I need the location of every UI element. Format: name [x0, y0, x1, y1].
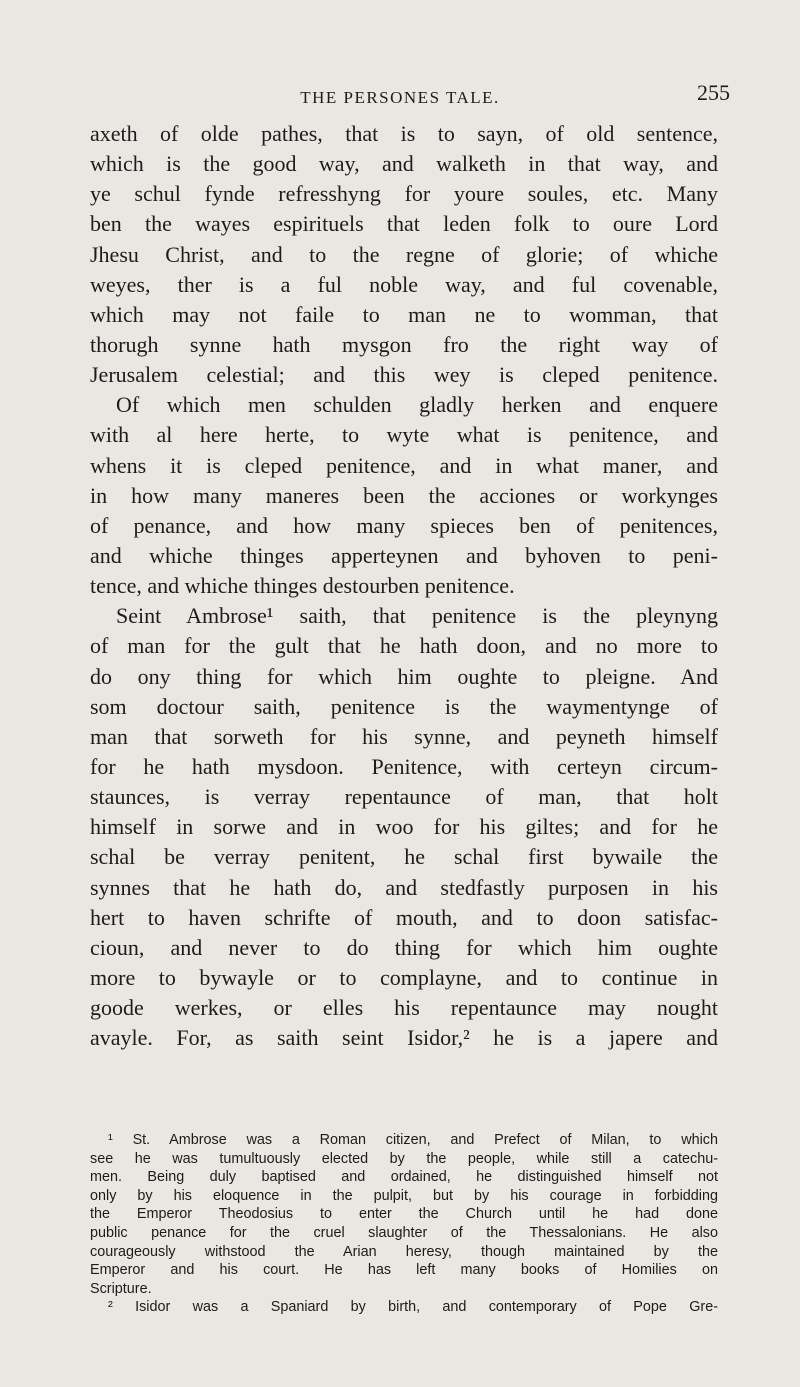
running-title: THE PERSONES TALE.: [300, 88, 500, 107]
footnote-line: courageously withstood the Arian heresy, though maintained by the: [90, 1243, 718, 1260]
footnote-line: ¹ St. Ambrose was a Roman citizen, and Prefect of Milan, to which: [108, 1132, 718, 1148]
body-line: whens it is cleped penitence, and in what maner, and: [90, 452, 718, 478]
footnote-line: ² Isidor was a Spaniard by birth, and contemporary of Pope Gre-: [108, 1299, 718, 1316]
footnote-line: public penance for the cruel slaughter of the Thessalonians. He also: [90, 1224, 718, 1241]
body-line: axeth of olde pathes, that is to sayn, of old sentence,: [90, 121, 718, 146]
footnote-line: the Emperor Theodosius to enter the Church until he had done: [90, 1206, 718, 1223]
body-line: cioun, and never to do thing for which him oughte: [90, 934, 718, 960]
body-line: goode werkes, or elles his repentaunce may nought: [90, 995, 718, 1021]
body-line: which is the good way, and walketh in that way, and: [90, 151, 718, 177]
body-line: thorugh synne hath mysgon fro the right way of: [90, 331, 718, 357]
body-line: in how many maneres been the acciones or workynges: [90, 482, 718, 508]
body-text: [90, 119, 718, 1053]
footnote-line: Emperor and his court. He has left many books of Homilies on: [90, 1262, 718, 1279]
page-number: 255: [697, 80, 730, 105]
footnote-line: only by his eloquence in the pulpit, but by his courage in forbidding: [90, 1187, 718, 1204]
footnote-line: see he was tumultuously elected by the people, while still a catechu-: [90, 1150, 718, 1167]
body-line: Jerusalem celestial; and this wey is cleped penitence.: [90, 362, 718, 388]
body-line: ben the wayes espirituels that leden folk to oure Lord: [90, 211, 718, 237]
body-line: do ony thing for which him oughte to pleigne. And: [90, 663, 718, 689]
body-line: of penance, and how many spieces ben of penitences,: [90, 512, 718, 538]
body-line: weyes, ther is a ful noble way, and ful covenable,: [90, 271, 718, 297]
body-line: which may not faile to man ne to womman, that: [90, 301, 718, 327]
body-line: himself in sorwe and in woo for his giltes; and for he: [90, 814, 718, 840]
body-line: Seint Ambrose¹ saith, that penitence is the pleynyng: [116, 603, 718, 629]
footnote-line: men. Being duly baptised and ordained, he distinguished himself not: [90, 1169, 718, 1186]
body-line: more to bywayle or to complayne, and to continue in: [90, 964, 718, 990]
body-line: man that sorweth for his synne, and peyneth himself: [90, 723, 718, 749]
body-line: som doctour saith, penitence is the waymentynge of: [90, 693, 718, 719]
body-line: hert to haven schrifte of mouth, and to doon satisfac-: [90, 904, 718, 930]
body-line: schal be verray penitent, he schal first bywaile the: [90, 844, 718, 870]
body-line: for he hath mysdoon. Penitence, with certeyn circum-: [90, 753, 718, 779]
body-line: tence, and whiche thinges destourben penitence.: [90, 573, 515, 599]
footnote-line: Scripture.: [90, 1280, 152, 1297]
body-line: avayle. For, as saith seint Isidor,² he is a japere and: [90, 1025, 718, 1051]
footnotes: [90, 1131, 718, 1317]
body-line: Jhesu Christ, and to the regne of glorie; of whiche: [90, 241, 718, 267]
body-line: of man for the gult that he hath doon, and no more to: [90, 633, 718, 659]
body-line: staunces, is verray repentaunce of man, that holt: [90, 784, 718, 810]
body-line: synnes that he hath do, and stedfastly purposen in his: [90, 874, 718, 900]
body-line: and whiche thinges apperteynen and byhoven to peni-: [90, 542, 718, 568]
body-line: ye schul fynde refresshyng for youre soules, etc. Many: [90, 181, 718, 207]
body-line: Of which men schulden gladly herken and enquere: [116, 392, 718, 418]
body-line: with al here herte, to wyte what is penitence, and: [90, 422, 718, 448]
